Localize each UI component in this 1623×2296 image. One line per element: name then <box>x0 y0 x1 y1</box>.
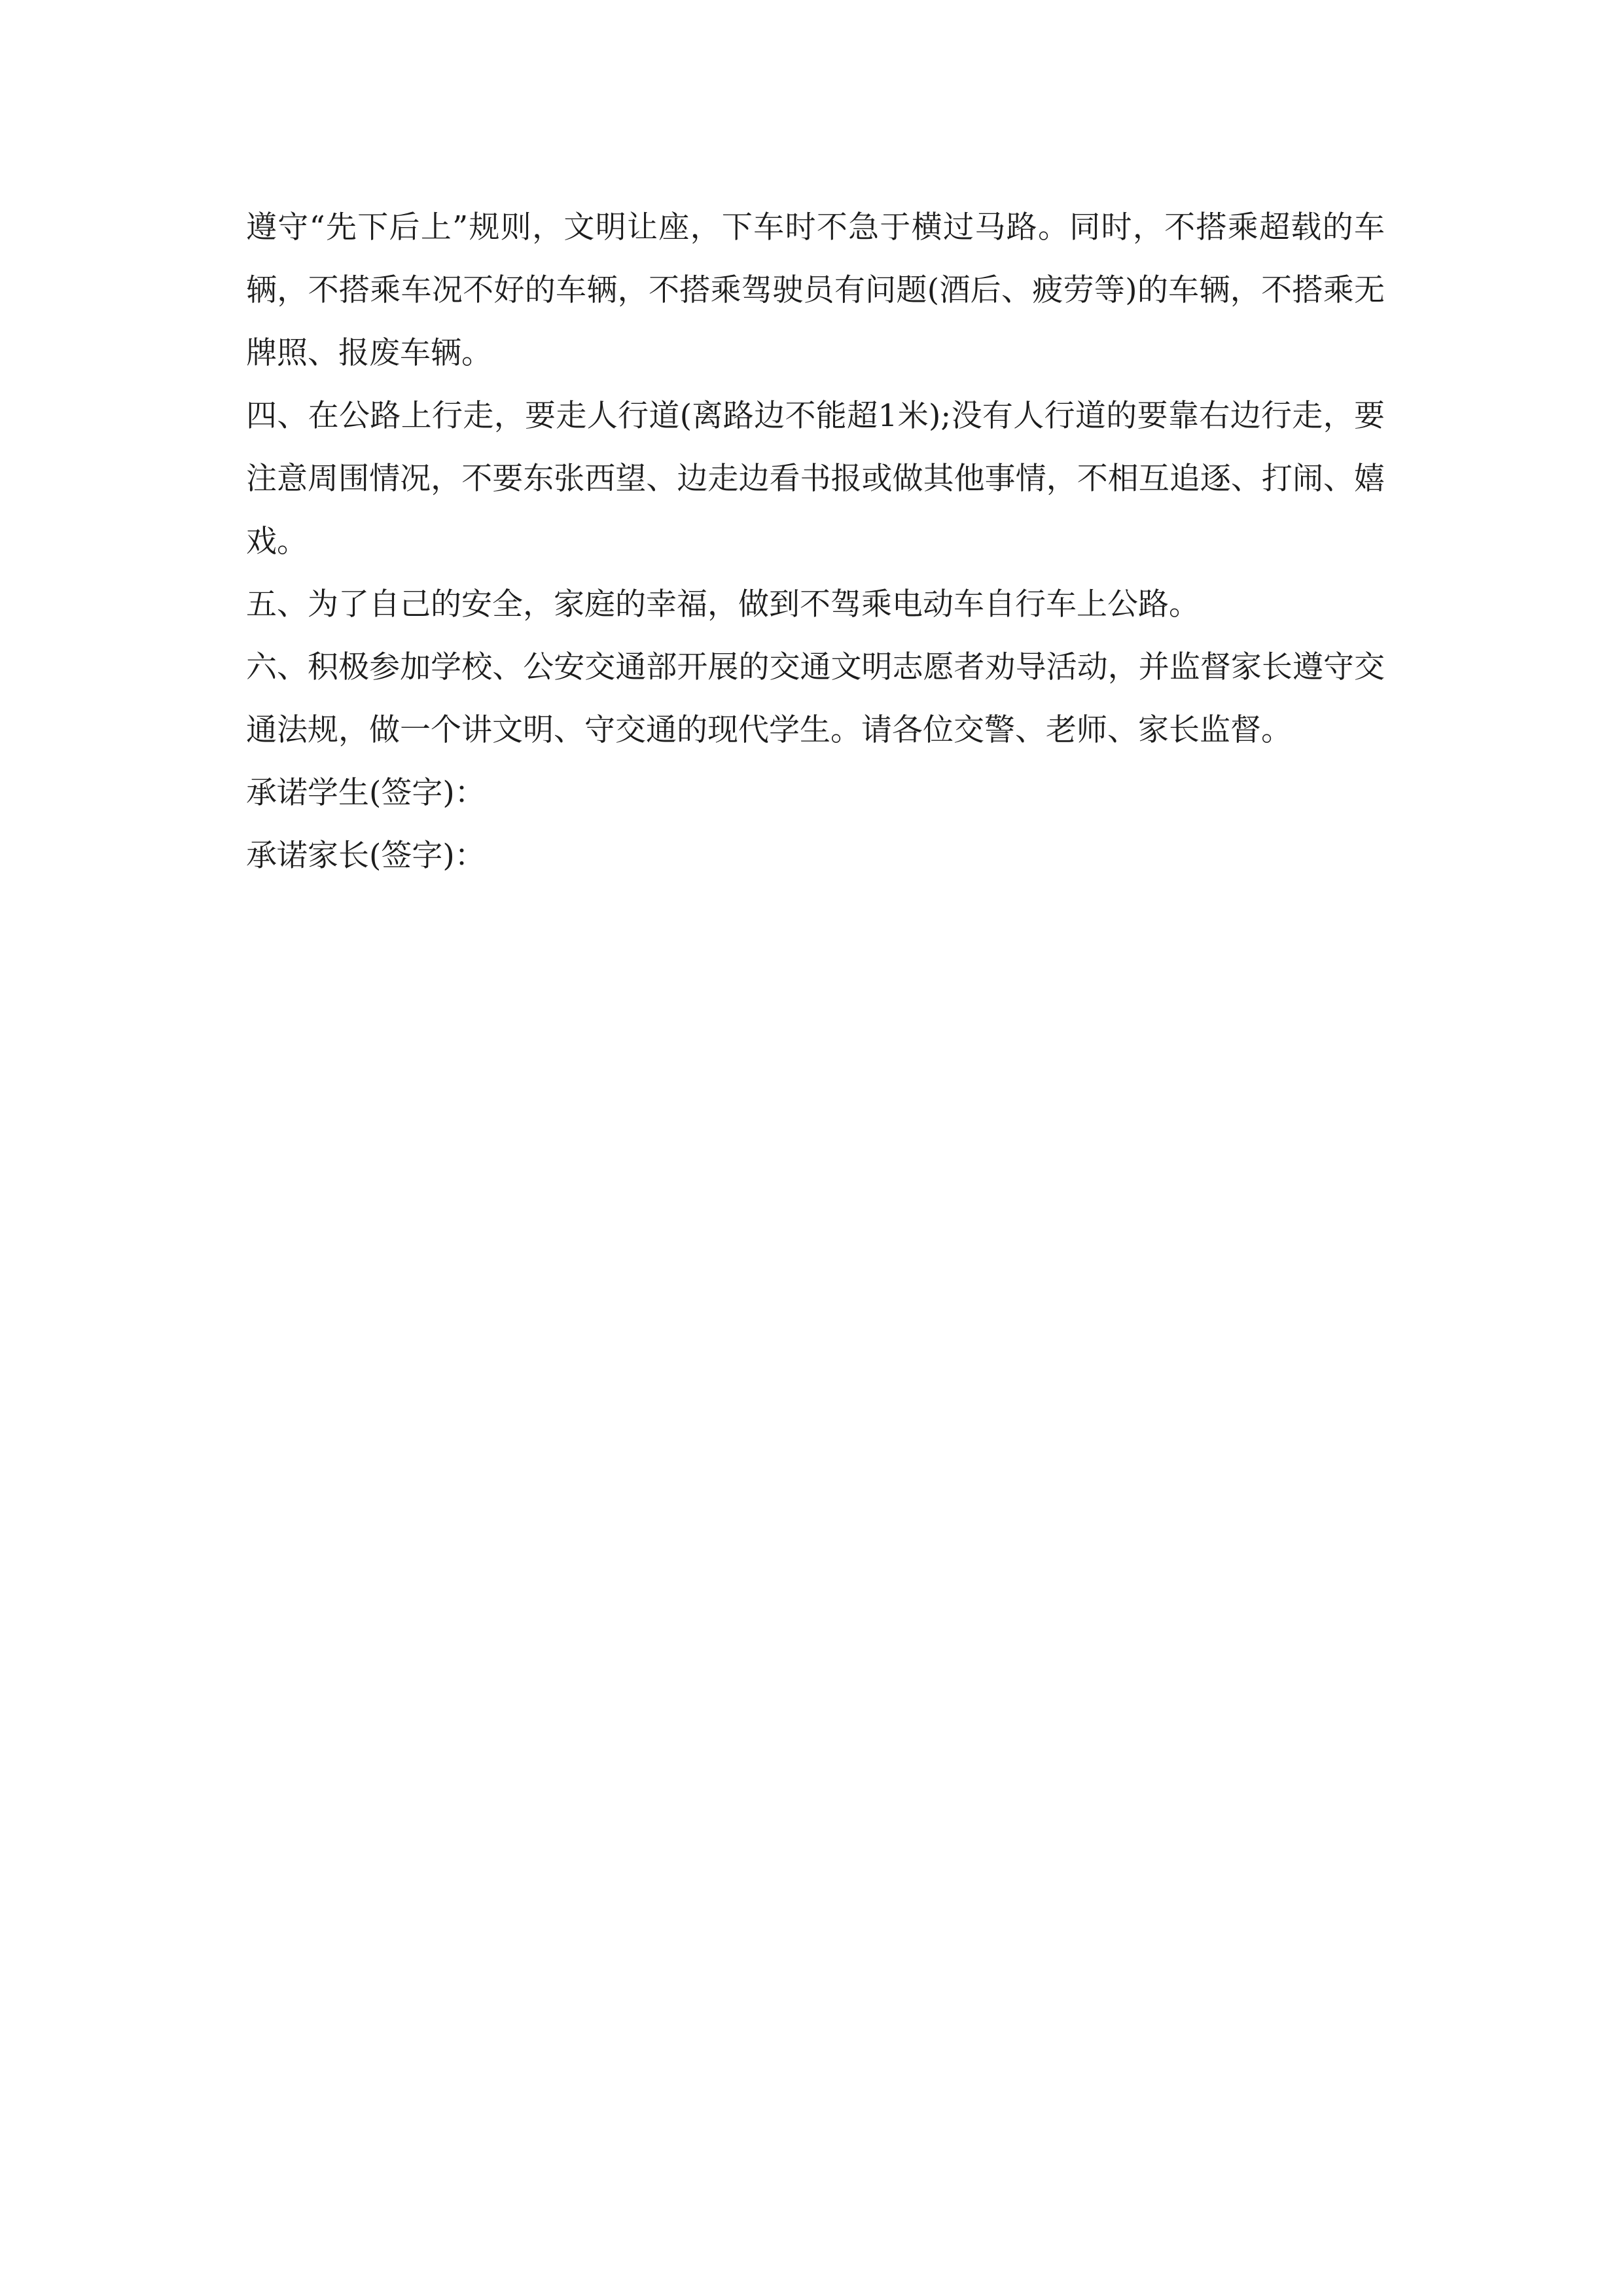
parent-signature-line: 承诺家长(签字)： <box>246 838 486 874</box>
paragraph-rule-three-continued: 遵守“先下后上”规则，文明让座，下车时不急于横过马路。同时，不搭乘超载的车辆，不搭乘车况不好的车辆，不搭乘驾驶员有问题(酒后、疲劳等)的车辆，不搭乘无牌照、报废车辆。 <box>246 209 1385 371</box>
student-signature-line: 承诺学生(签字)： <box>246 775 486 811</box>
document-body <box>246 196 1385 888</box>
paragraph-rule-four: 四、在公路上行走，要走人行道(离路边不能超1米);没有人行道的要靠右边行走，要注意周围情况，不要东张西望、边走边看书报或做其他事情，不相互追逐、打闹、嬉戏。 <box>246 398 1385 560</box>
paragraph-rule-five: 五、为了自己的安全，家庭的幸福，做到不驾乘电动车自行车上公路。 <box>246 586 1200 622</box>
paragraph-rule-six: 六、积极参加学校、公安交通部开展的交通文明志愿者劝导活动，并监督家长遵守交通法规，做一个讲文明、守交通的现代学生。请各位交警、老师、家长监督。 <box>246 649 1385 748</box>
